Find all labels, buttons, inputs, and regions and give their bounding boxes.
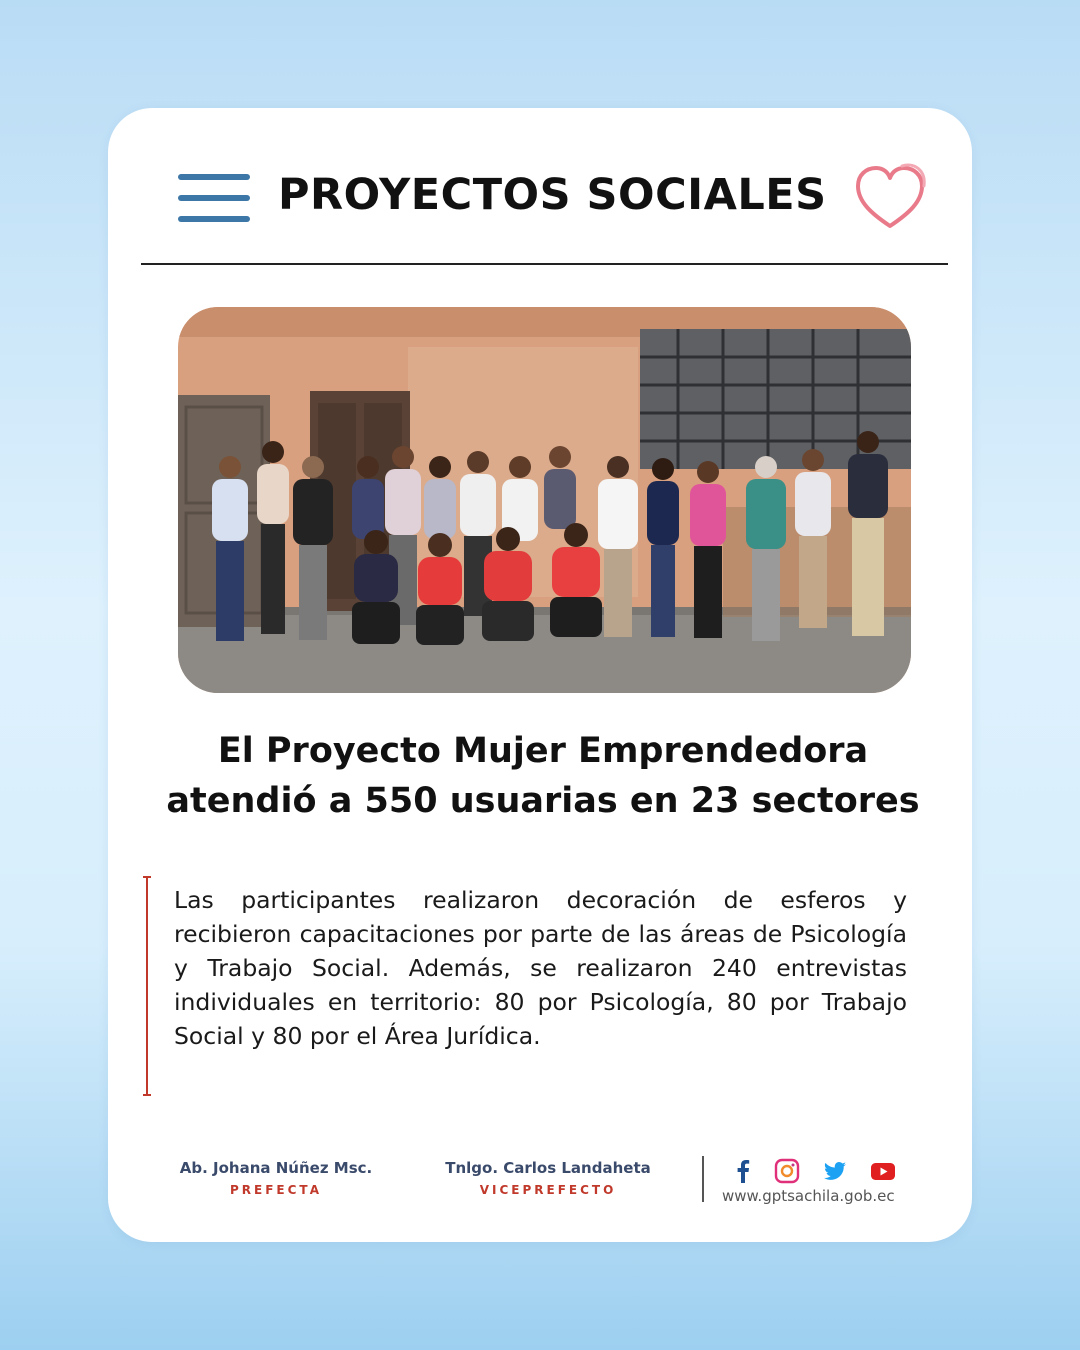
twitter-icon[interactable]	[822, 1158, 848, 1184]
viceprefecto-credit	[428, 1159, 668, 1197]
header-divider	[141, 263, 948, 265]
youtube-icon[interactable]	[870, 1158, 896, 1184]
post-card	[108, 108, 972, 1242]
prefecta-name: Ab. Johana Núñez Msc.	[179, 1159, 373, 1177]
prefecta-credit	[166, 1159, 386, 1197]
prefecta-role: PREFECTA	[230, 1183, 322, 1197]
website-link[interactable]: www.gptsachila.gob.ec	[722, 1187, 895, 1205]
accent-bar	[142, 873, 152, 1099]
instagram-icon[interactable]	[774, 1158, 800, 1184]
facebook-icon[interactable]	[730, 1158, 756, 1184]
social-links	[730, 1158, 920, 1184]
page-title: PROYECTOS SOCIALES	[278, 170, 827, 220]
heart-icon	[852, 160, 928, 234]
footer-divider	[702, 1156, 704, 1202]
hamburger-menu-icon[interactable]	[178, 172, 250, 224]
viceprefecto-role: VICEPREFECTO	[479, 1183, 617, 1197]
article-body: Las participantes realizaron decoración de esferos y recibieron capacitaciones por parte de las áreas de Psicología y Trabajo Social. Además, se realizaron 240 entrevistas individuales en territorio: 80 por Psicología, 80 por Trabajo Social y 80 por el Área Jurídica.	[174, 886, 907, 1050]
group-photo	[178, 307, 911, 693]
viceprefecto-name: Tnlgo. Carlos Landaheta	[445, 1159, 651, 1177]
headline: El Proyecto Mujer Emprendedora atendió a 550 usuarias en 23 sectores	[166, 731, 920, 821]
